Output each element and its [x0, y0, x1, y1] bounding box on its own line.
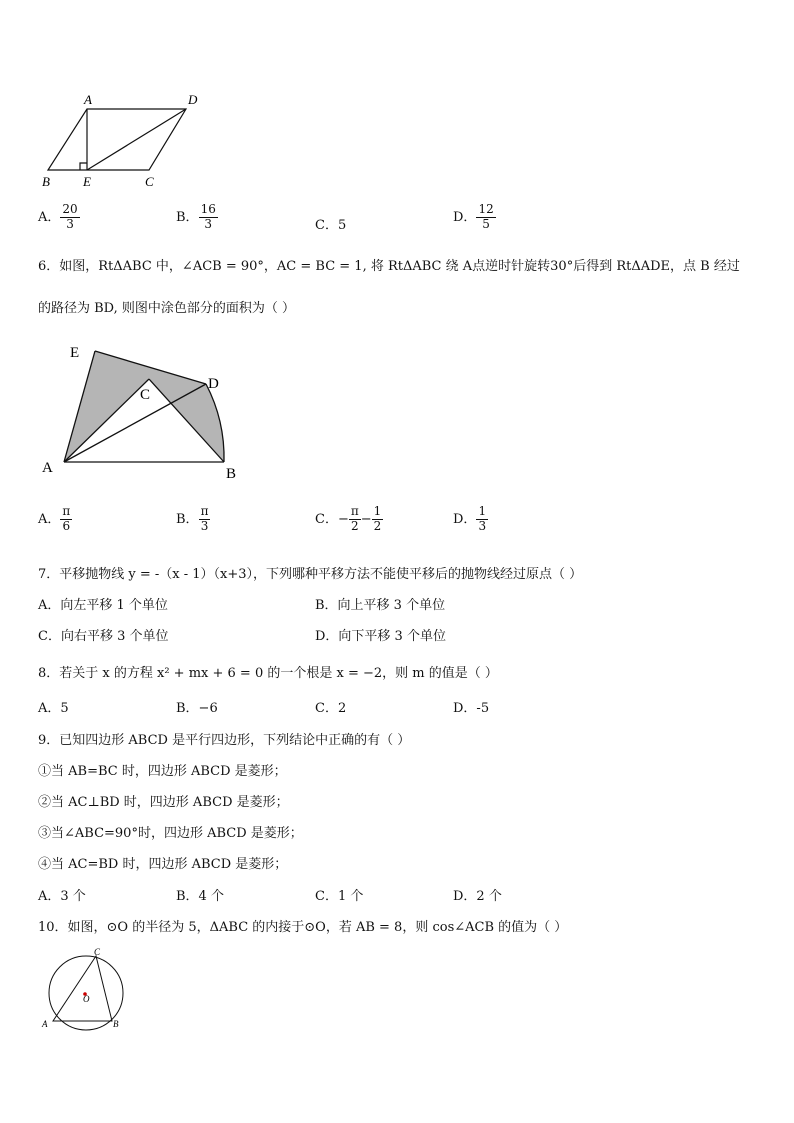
frac-num: π — [350, 504, 359, 518]
q8-option-a: A．5 — [38, 701, 69, 716]
q8-option-b: B．−6 — [176, 701, 218, 716]
q6-option-b-label: B． — [176, 511, 199, 527]
minus-sign: − — [360, 511, 372, 527]
label-o: O — [83, 994, 90, 1004]
q6-option-d-frac — [476, 505, 488, 534]
parallelogram-shape — [48, 109, 186, 170]
q6-option-a — [38, 505, 72, 534]
q7-option-a: A．向左平移 1 个单位 — [38, 598, 168, 613]
q7-option-d: D．向下平移 3 个单位 — [315, 629, 446, 644]
frac-den: 3 — [66, 216, 74, 231]
q10-stem: 10．如图，⊙O 的半径为 5，ΔABC 的内接于⊙O，若 AB = 8，则 cos∠ACB 的值为（ ） — [38, 920, 568, 935]
frac-den: 2 — [350, 518, 359, 533]
frac-num: π — [200, 504, 209, 518]
label-c: C — [140, 387, 151, 403]
frac-den: 6 — [62, 518, 71, 533]
q9-option-a: A．3 个 — [38, 889, 86, 904]
q5-option-b — [176, 203, 218, 232]
q5-option-a — [38, 203, 80, 232]
q6-option-c-label: C． — [315, 511, 338, 527]
q6-option-c-frac2 — [372, 505, 384, 534]
q6-option-b — [176, 505, 210, 534]
circle-figure — [36, 945, 136, 1035]
frac-num: π — [62, 504, 71, 518]
frac-den: 3 — [478, 518, 487, 533]
q8-option-d: D．-5 — [453, 701, 490, 716]
segment-ed — [87, 109, 186, 170]
label-a: A — [84, 92, 92, 107]
label-b: B — [226, 466, 237, 482]
q5-option-b-frac — [199, 203, 218, 232]
triangle-abc — [53, 956, 112, 1021]
rotation-figure — [40, 338, 250, 488]
frac-num: 20 — [62, 202, 78, 216]
frac-den: 5 — [482, 216, 490, 231]
q5-option-d-frac — [476, 203, 495, 232]
label-c: C — [145, 174, 154, 189]
q6-stem-line1: 6．如图，RtΔABC 中，∠ACB = 90°，AC = BC = 1, 将 RtΔABC 绕 A点逆时针旋转30°后得到 RtΔADE，点 B 经过 — [38, 259, 740, 274]
q5-option-c-label: C． — [315, 218, 338, 233]
q6-option-c — [315, 505, 383, 534]
q5-option-c-value: 5 — [337, 218, 347, 233]
q5-option-a-frac — [60, 203, 79, 232]
q9-option-b: B．4 个 — [176, 889, 224, 904]
frac-num: 1 — [478, 504, 487, 518]
label-c: C — [94, 947, 101, 957]
minus-sign: − — [337, 511, 349, 527]
q9-statement-4: ④当 AC=BD 时，四边形 ABCD 是菱形； — [38, 857, 288, 872]
q5-option-b-label: B． — [176, 209, 199, 225]
q5-option-a-label: A． — [38, 209, 61, 225]
q7-stem: 7．平移抛物线 y = -（x - 1）（x+3），下列哪种平移方法不能使平移后的抛物线经过原点（ ） — [38, 567, 583, 582]
label-b: B — [42, 174, 50, 189]
q6-option-a-label: A． — [38, 511, 61, 527]
label-a: A — [42, 460, 53, 476]
frac-den: 3 — [204, 216, 213, 231]
label-b: B — [113, 1019, 119, 1029]
q9-statement-1: ①当 AB=BC 时，四边形 ABCD 是菱形； — [38, 764, 287, 779]
q5-option-c — [315, 214, 346, 233]
parallelogram-figure — [36, 88, 216, 190]
right-angle-mark — [80, 163, 87, 170]
frac-num: 16 — [200, 202, 216, 216]
q9-option-d: D．2 个 — [453, 889, 502, 904]
q6-option-d — [453, 505, 488, 534]
label-e: E — [83, 174, 91, 189]
q9-statement-3: ③当∠ABC=90°时，四边形 ABCD 是菱形； — [38, 826, 303, 841]
q9-stem: 9．已知四边形 ABCD 是平行四边形，下列结论中正确的有（ ） — [38, 733, 411, 748]
q9-option-c: C．1 个 — [315, 889, 364, 904]
q6-option-d-label: D． — [453, 511, 477, 527]
frac-den: 2 — [373, 518, 382, 533]
q7-option-c: C．向右平移 3 个单位 — [38, 629, 169, 644]
q6-stem-line2: 的路径为 BD, 则图中涂色部分的面积为（ ） — [38, 301, 296, 316]
label-d: D — [188, 92, 198, 107]
q6-option-a-frac — [60, 505, 72, 534]
q8-stem: 8．若关于 x 的方程 x² + mx + 6 = 0 的一个根是 x = −2，则 m 的值是（ ） — [38, 666, 498, 681]
q7-option-b: B．向上平移 3 个单位 — [315, 598, 446, 613]
q9-statement-2: ②当 AC⊥BD 时，四边形 ABCD 是菱形； — [38, 795, 289, 810]
frac-den: 3 — [200, 518, 209, 533]
label-e: E — [70, 345, 80, 361]
q6-option-c-frac1 — [349, 505, 361, 534]
frac-num: 1 — [373, 504, 382, 518]
q6-option-b-frac — [199, 505, 211, 534]
label-d: D — [208, 376, 219, 392]
label-a: A — [42, 1019, 48, 1029]
frac-num: 12 — [478, 202, 494, 216]
q5-option-d-label: D． — [453, 209, 477, 225]
q5-option-d — [453, 203, 496, 232]
q8-option-c: C．2 — [315, 701, 347, 716]
